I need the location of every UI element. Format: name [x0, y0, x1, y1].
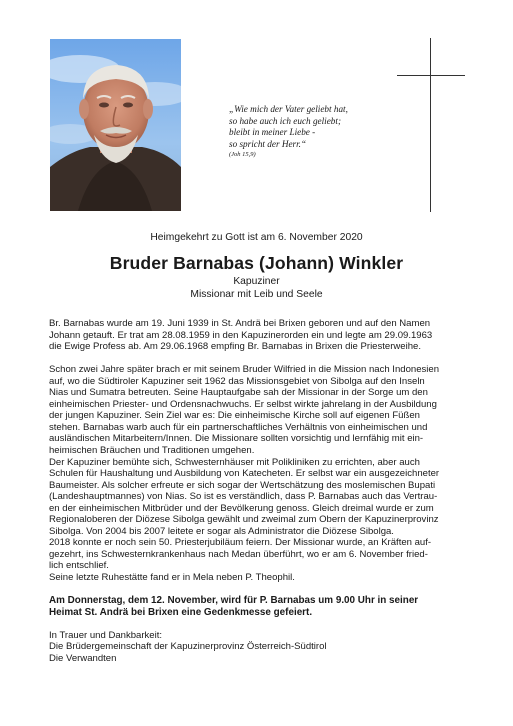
quote-reference: (Joh 15,9)	[229, 151, 256, 159]
text-line: einheimischen Priester- und Ordensnachwuchs. Er selbst wirkte jahrelang in der Ausbildung	[49, 398, 437, 410]
mass-notice-line: Heimat St. Andrä bei Brixen eine Gedenkmesse gefeiert.	[49, 606, 313, 618]
closing-line: Die Verwandten	[49, 652, 117, 664]
text-line: ausländischen Mitarbeitern/Innen. Die Missionare sollten vorsichtig und lernfähig mit ein-	[49, 433, 424, 445]
text-line: Nias und Sumatra betreuten. Seine Hauptaufgabe sah der Missionar in der Sorge um den	[49, 387, 428, 399]
text-line: heimischen Bräuchen und Traditionen umgehen.	[49, 444, 255, 456]
quote-line: so spricht der Herr.“	[229, 138, 307, 149]
text-line: Regionaloberen der Diözese Sibolga gewählt und zweimal zum Obern der Kapuzinerprovinz	[49, 514, 439, 526]
text-line: (Landeshauptmannes) von Nias. So ist es verständlich, dass P. Barnabas auch das Vertrau-	[49, 491, 438, 503]
text-line: der jungen Kapuziner. Sein Ziel war es: Die einheimische Kirche soll auf eigenen Füßen	[49, 410, 420, 422]
text-line: lich entschlief.	[49, 560, 109, 572]
text-line: 2018 konnte er noch sein 50. Priesterjubiläum feiern. Der Missionar wurde, an Kräften auf-	[49, 537, 432, 549]
portrait-image	[50, 39, 181, 211]
text-line: en der einheimischen Mitbrüder und der Bevölkerung genoss. Gleich dreimal wurde er zum	[49, 502, 434, 514]
order-title: Kapuziner	[233, 276, 280, 287]
text-line: auf, wo die Südtiroler Kapuziner seit 1962 das Missionsgebiet von Sibolga auf den Inseln	[49, 375, 425, 387]
closing-line: In Trauer und Dankbarkeit:	[49, 629, 163, 641]
text-line: Baumeister. Als solcher erfreute er sich sogar der Wertschätzung des moslemischen Bupati	[49, 479, 436, 491]
obituary-text	[49, 318, 469, 664]
closing-line: Die Brüdergemeinschaft der Kapuzinerprovinz Österreich-Südtirol	[49, 641, 327, 653]
text-line: Seine letzte Ruhestätte fand er in Mela neben P. Theophil.	[49, 571, 295, 583]
quote-line: so habe auch ich euch geliebt;	[229, 115, 341, 126]
quote-line: bleibt in meiner Liebe -	[229, 127, 316, 138]
text-line: stehen. Barnabas warb auch für ein partnerschaftliches Verhältnis von einheimischen und	[49, 421, 428, 433]
death-announcement: Heimgekehrt zu Gott ist am 6. November 2020	[150, 232, 363, 243]
quote-line: „Wie mich der Vater geliebt hat,	[229, 104, 348, 114]
text-line: Sibolga. Von 2004 bis 2007 leitete er sogar als Administrator die Diözese Sibolga.	[49, 525, 394, 537]
portrait-photo	[50, 39, 181, 211]
text-line: Schulen für Haushaltung und Ausbildung von Katecheten. Er selbst war ein ausgezeichneter	[49, 468, 440, 480]
text-line: die Ewige Profess ab. Am 29.06.1968 empfing Br. Barnabas in Brixen die Priesterweihe.	[49, 341, 422, 353]
text-line: gezehrt, ins Schwesternkrankenhaus nach Medan überführt, wo er am 6. November fried-	[49, 548, 428, 560]
cross-icon	[397, 38, 465, 212]
mass-notice-line: Am Donnerstag, dem 12. November, wird für P. Barnabas um 9.00 Uhr in seiner	[49, 595, 419, 607]
deceased-name: Bruder Barnabas (Johann) Winkler	[109, 253, 404, 273]
text-line: Schon zwei Jahre später brach er mit seinem Bruder Wilfried in die Mission nach Indonesien	[49, 364, 440, 376]
text-line: Johann getauft. Er trat am 28.08.1959 in den Kapuzinerorden ein und legte am 29.09.1963	[49, 329, 433, 341]
tagline: Missionar mit Leib und Seele	[190, 289, 323, 300]
bible-quote	[229, 104, 399, 159]
text-line: Der Kapuziner bemühte sich, Schwesternhäuser mit Polikliniken zu errichten, aber auch	[49, 456, 420, 468]
text-line: Br. Barnabas wurde am 19. Juni 1939 in St. Andrä bei Brixen geboren und auf den Namen	[49, 318, 431, 329]
